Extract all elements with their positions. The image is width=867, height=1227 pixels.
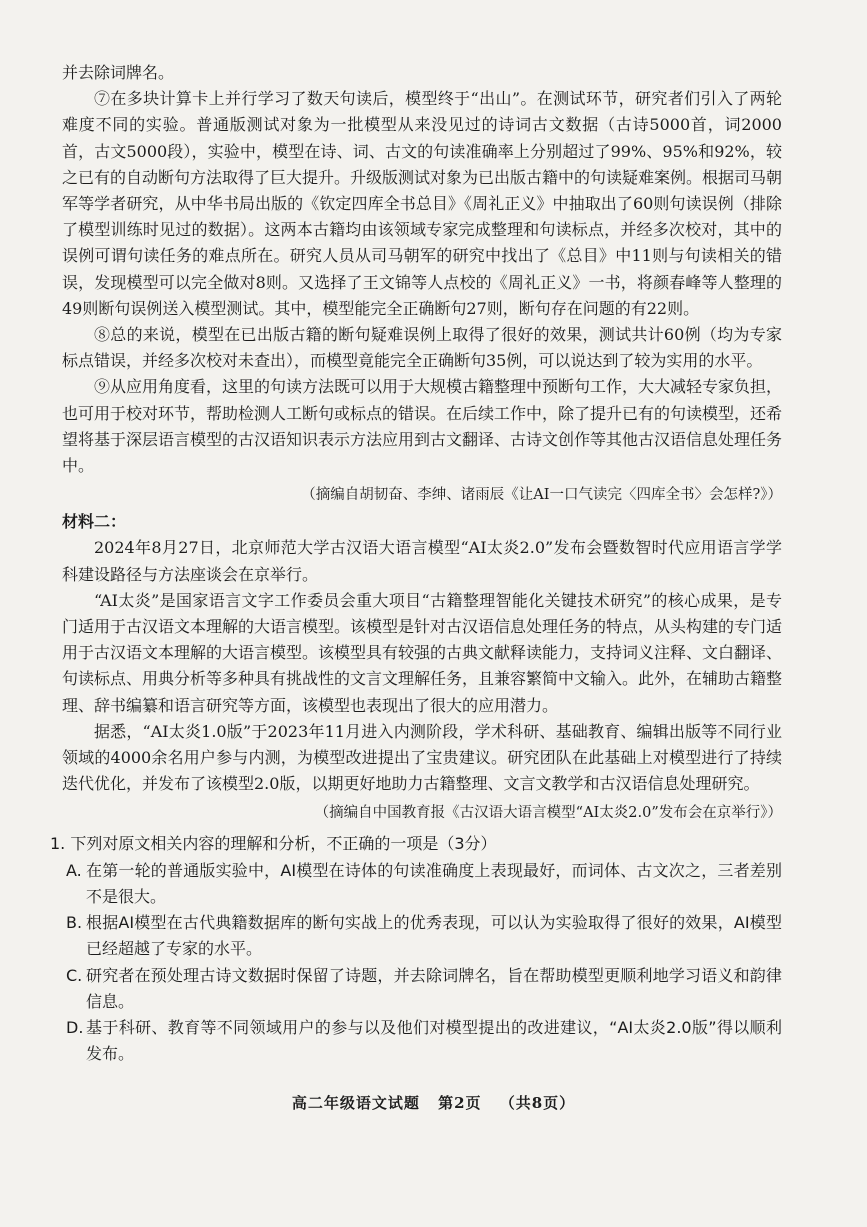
exam-page [50, 60, 783, 1067]
material-heading: 材料二： [62, 512, 127, 532]
passage-paragraph: 2024年8月27日，北京师范大学古汉语大语言模型“AI太炎2.0”发布会暨数智时代应用语言学学科建设路径与方法座谈会在京举行。 [62, 538, 782, 584]
passage-paragraph: ⑦在多块计算卡上并行学习了数天句读后，模型终于“出山”。在测试环节，研究者们引入了两轮难度不同的实验。普通版测试对象为一批模型从来没见过的诗词古文数据（古诗5000首，词2000首，古文5000段），实验中，模型在诗、词、古文的句读准确率上分别超过了99%、95%和92%，较之已有的自动断句方法取得了巨大提升。升级版测试对象为已出版古籍中的句读疑难案例。根据司马朝军等学者研究，从中华书局出版的《钦定四库全书总目》《周礼正义》中抽取出了60则句读误例（排除了模型训练时见过的数据）。这两本古籍均由该领域专家完成整理和句读标点，并经多次校对，其中的误例可谓句读任务的难点所在。研究人员从司马朝军的研究中找出了《总目》中11则与句读相关的错误，发现模型可以完全做对8则。又选择了王文锦等人点校的《周礼正义》一书，将颜春峰等人整理的49则断句误例送入模型测试。其中，模型能完全正确断句27则，断句存在问题的有22则。 [62, 89, 783, 318]
option-c [66, 963, 782, 1015]
option-d [66, 1015, 782, 1067]
source-citation: （摘编自中国教育报《古汉语大语言模型“AI太炎2.0”发布会在京举行》） [314, 805, 782, 822]
total-pages: （共8页） [499, 1094, 576, 1112]
passage-paragraph: ⑨从应用角度看，这里的句读方法既可以用于大规模古籍整理中预断句工作，大大减轻专家负担，也可用于校对环节，帮助检测人工断句或标点的错误。在后续工作中，除了提升已有的句读模型，还希望将基于深层语言模型的古汉语知识表示方法应用到古文翻译、古诗文创作等其他古汉语信息处理任务中。 [62, 377, 783, 476]
option-text: 基于科研、教育等不同领域用户的参与以及他们对模型提出的改进建议，“AI太炎2.0版”得以顺利发布。 [86, 1017, 782, 1064]
page-number: 第2页 [438, 1094, 482, 1112]
option-text: 研究者在预处理古诗文数据时保留了诗题，并去除词牌名，旨在帮助模型更顺利地学习语义和韵律信息。 [86, 965, 782, 1011]
question-1 [50, 831, 782, 1067]
passage-paragraph: “AI太炎”是国家语言文字工作委员会重大项目“古籍整理智能化关键技术研究”的核心成果，是专门适用于古汉语文本理解的大语言模型。该模型是针对古汉语信息处理任务的特点，从头构建的专门适用于古汉语文本理解的大语言模型。该模型具有较强的古典文献释读能力，支持词义注释、文白翻译、句读标点、用典分析等多种具有挑战性的文言文理解任务，且兼容繁简中文输入。此外，在辅助古籍整理、辞书编纂和语言研究等方面，该模型也表现出了很大的应用潜力。 [62, 590, 783, 715]
option-b [66, 910, 782, 962]
option-letter: D. [66, 1017, 84, 1037]
option-letter: A. [66, 860, 82, 880]
option-text: 在第一轮的普通版实验中，AI模型在诗体的句读准确度上表现最好，而词体、古文次之，三者差别不是很大。 [86, 860, 782, 906]
source-citation: （摘编自胡韧奋、李绅、诸雨辰《让AI一口气读完〈四库全书〉会怎样?》） [301, 487, 782, 504]
question-stem: 1. 下列对原文相关内容的理解和分析，不正确的一项是（3分） [50, 834, 497, 854]
passage-paragraph: 并去除词牌名。 [62, 63, 175, 82]
page-footer [0, 1092, 867, 1113]
option-a [66, 858, 782, 910]
option-text: 根据AI模型在古代典籍数据库的断句实战上的优秀表现，可以认为实验取得了很好的效果，AI模型已经超越了专家的水平。 [86, 913, 782, 959]
option-letter: C. [66, 965, 83, 985]
option-letter: B. [66, 913, 83, 933]
exam-title: 高二年级语文试题 [291, 1094, 420, 1112]
passage-paragraph: 据悉，“AI太炎1.0版”于2023年11月进入内测阶段，学术科研、基础教育、编辑出版等不同行业领域的4000余名用户参与内测，为模型改进提出了宝贵建议。研究团队在此基础上对模型进行了持续迭代优化，并发布了该模型2.0版，以期更好地助力古籍整理、文言文教学和古汉语信息处理研究。 [62, 721, 782, 794]
passage-paragraph: ⑧总的来说，模型在已出版古籍的断句疑难误例上取得了很好的效果，测试共计60例（均为专家标点错误，并经多次校对未查出），而模型竟能完全正确断句35例，可以说达到了较为实用的水平。 [62, 325, 782, 371]
